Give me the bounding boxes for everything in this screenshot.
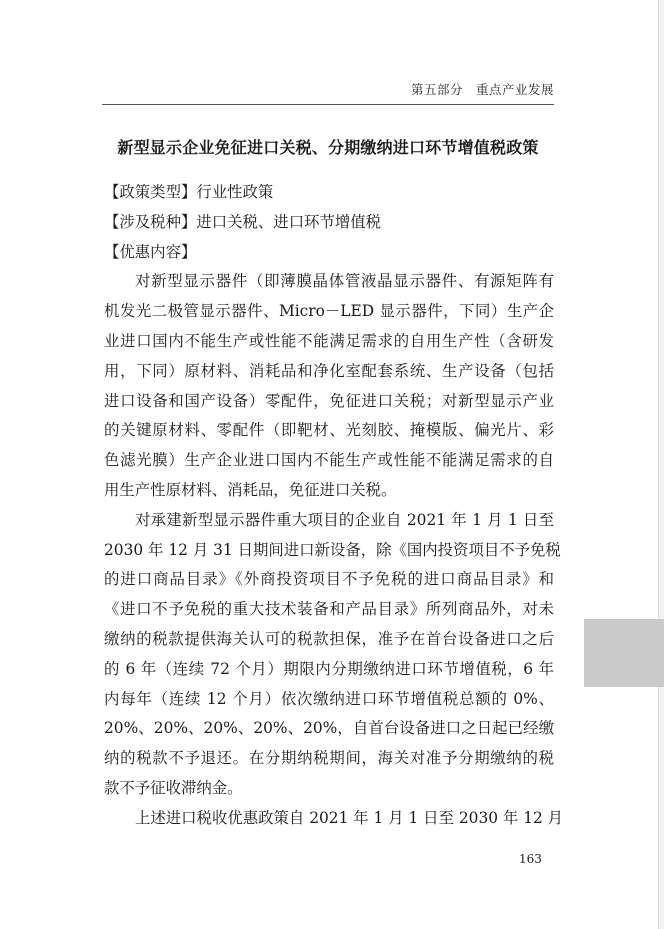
paragraph-line: 的 6 年（连续 72 个月）期限内分期缴纳进口环节增值税，6 年	[104, 659, 554, 678]
paragraph-line: 对新型显示器件（即薄膜晶体管液晶显示器件、有源矩阵有	[135, 272, 554, 291]
paragraph-line: 进口设备和国产设备）零配件，免征进口关税；对新型显示产业	[104, 391, 554, 410]
paragraph-line: 款不予征收滞纳金。	[104, 778, 243, 797]
paragraph-line: 用，下同）原材料、消耗品和净化室配套系统、生产设备（包括	[104, 361, 554, 380]
paragraph-line: 色滤光膜）生产企业进口国内不能生产或性能不能满足需求的自	[104, 451, 554, 470]
paragraph-line: 20%、20%、20%、20%、20%，自首台设备进口之日起已经缴	[104, 719, 554, 738]
paragraph-line: 机发光二极管显示器件、Micro－LED 显示器件，下同）生产企	[104, 302, 554, 321]
body-text	[104, 178, 564, 834]
paragraph-line: 的关键原材料、零配件（即靶材、光刻胶、掩模版、偏光片、彩	[104, 421, 554, 440]
field-policy-type: 【政策类型】行业性政策	[104, 183, 274, 201]
paragraph-line: 用生产性原材料、消耗品，免征进口关税。	[104, 480, 397, 499]
running-header: 第五部分 重点产业发展	[410, 82, 554, 97]
policy-title: 新型显示企业免征进口关税、分期缴纳进口环节增值税政策	[117, 138, 539, 157]
page-number: 163	[519, 852, 542, 866]
paragraph-line: 业进口国内不能生产或性能不能满足需求的自用生产性（含研发	[104, 331, 554, 350]
paragraph-line: 纳的税款不予退还。在分期纳税期间，海关对准予分期缴纳的税	[104, 749, 554, 768]
paragraph-line: 内每年（连续 12 个月）依次缴纳进口环节增值税总额的 0%、	[104, 689, 554, 708]
paragraph-line: 的进口商品目录》《外商投资项目不予免税的进口商品目录》和	[104, 570, 554, 589]
field-tax-types: 【涉及税种】进口关税、进口环节增值税	[104, 212, 382, 231]
field-benefit-content: 【优惠内容】	[104, 242, 197, 261]
paragraph-line: 缴纳的税款提供海关认可的税款担保，准予在首台设备进口之后	[104, 629, 554, 648]
section-thumb-tab	[584, 619, 664, 687]
header-rule	[102, 104, 554, 105]
paragraph-line: 2030 年 12 月 31 日期间进口新设备，除《国内投资项目不予免税	[104, 540, 561, 559]
paragraph-line: 《进口不予免税的重大技术装备和产品目录》所列商品外，对未	[104, 600, 554, 619]
paragraph-line: 上述进口税收优惠政策自 2021 年 1 月 1 日至 2030 年 12 月	[135, 808, 564, 827]
paragraph-line: 对承建新型显示器件重大项目的企业自 2021 年 1 月 1 日至	[135, 510, 554, 529]
